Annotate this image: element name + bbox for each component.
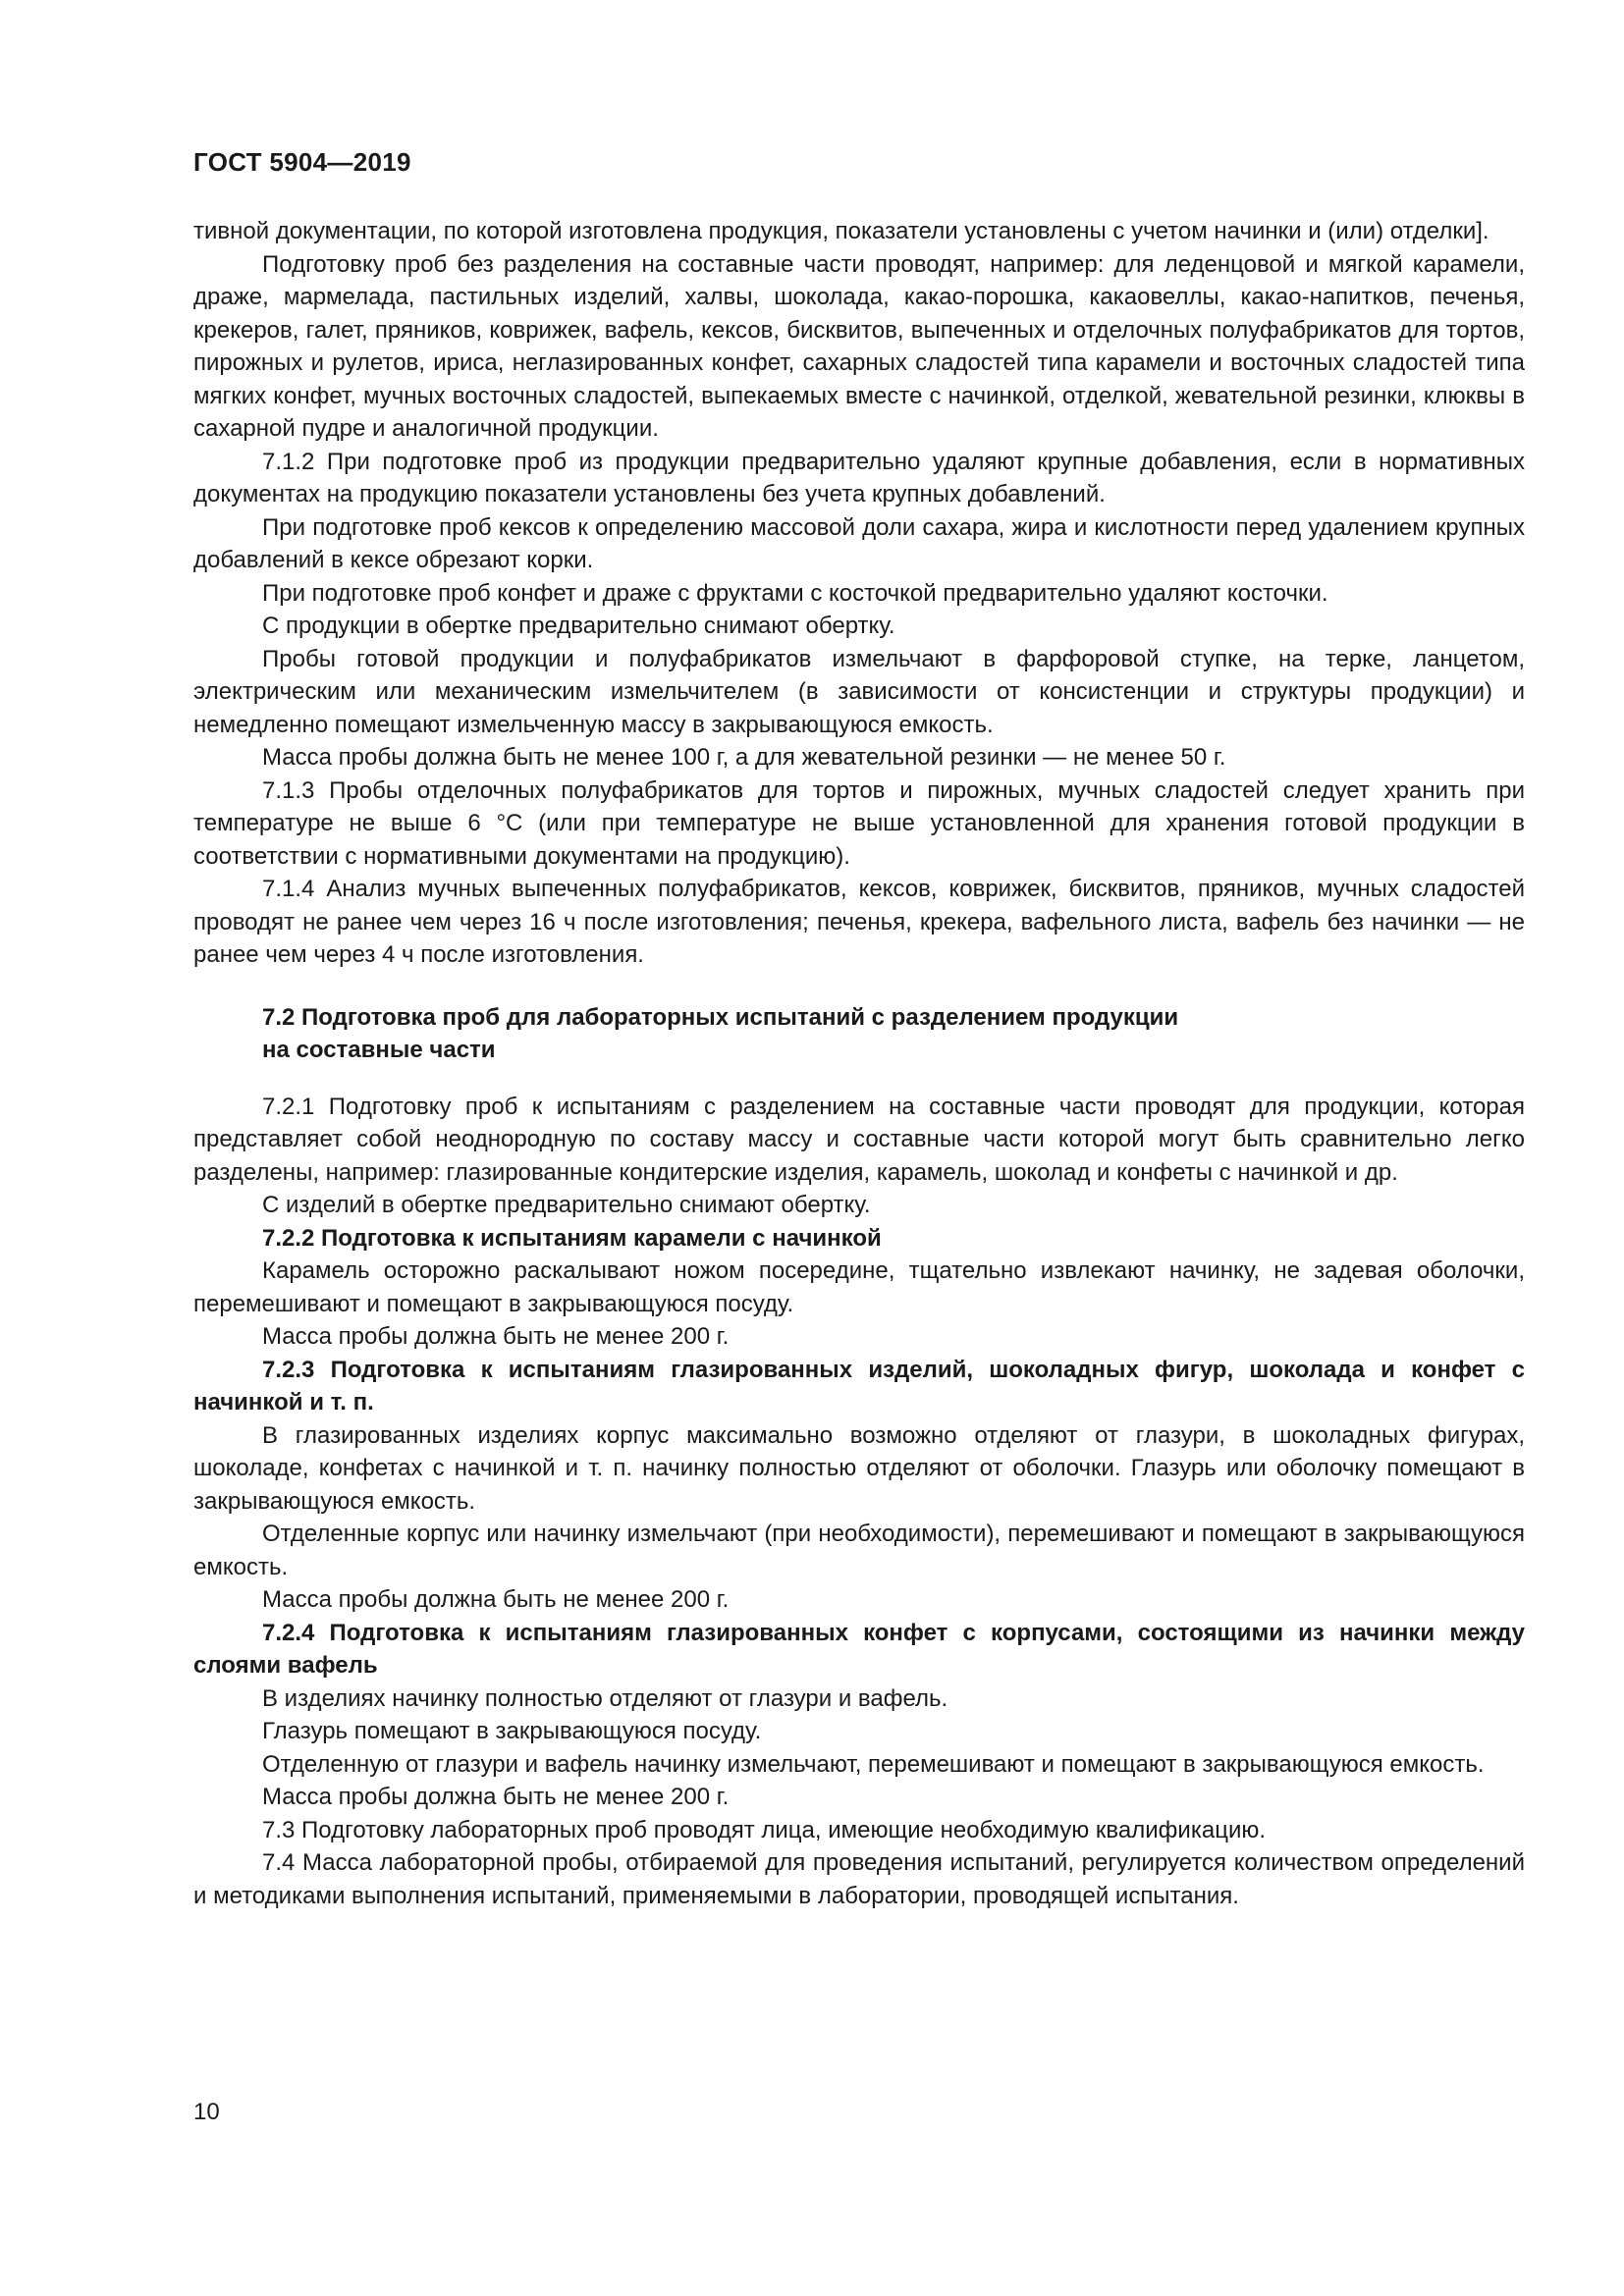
paragraph: тивной документации, по которой изготовлена продукция, показатели установлены с учетом начинки и (или) отделки]. [193,218,1489,244]
paragraph: Подготовку проб без разделения на составные части проводят, например: для леденцовой и мягкой карамели, драже, мармелада, пастильных изделий, халвы, шоколада, какао-порошка, какаовеллы, какао-напитков, печенья, крекеров, галет, пряников, коврижек, вафель, кексов, бисквитов, выпеченных и отделочных полуфабрикатов для тортов, пирожных и рулетов, ириса, неглазированных конфет, сахарных сладостей типа карамели и восточных сладостей типа мягких конфет, мучных восточных сладостей, выпекаемых вместе с начинкой, отделкой, жевательной резинки, клюквы в сахарной пудре и аналогичной продукции. [193,250,1525,442]
paragraph: Масса пробы должна быть не менее 200 г. [262,1586,730,1613]
section-heading-line-1: 7.2 Подготовка проб для лабораторных испытаний с разделением продукции [262,1003,1179,1031]
paragraph: Масса пробы должна быть не менее 100 г, а для жевательной резинки — не менее 50 г. [262,744,1226,771]
paragraph: Глазурь помещают в закрывающуюся посуду. [262,1718,762,1744]
paragraph: 7.1.2 При подготовке проб из продукции предварительно удаляют крупные добавления, если в нормативных документах на продукцию показатели установлены без учета крупных добавлений. [193,448,1525,507]
paragraph: С продукции в обертке предварительно снимают обертку. [262,613,895,639]
paragraph: 7.1.3 Пробы отделочных полуфабрикатов для тортов и пирожных, мучных сладостей следует хранить при температуре не выше 6 °С (или при температуре не выше установленной для хранения готовой продукции в соответствии с нормативными документами на продукцию). [193,776,1525,870]
paragraphs-section-7-1 [193,215,1525,972]
paragraph: Карамель осторожно раскалывают ножом посередине, тщательно извлекают начинку, не задевая оболочки, перемешивают и помещают в закрывающуюся посуду. [193,1257,1525,1317]
document-page [193,147,1525,1912]
document-header-title: ГОСТ 5904—2019 [193,147,411,177]
paragraph: С изделий в обертке предварительно снимают обертку. [262,1192,871,1218]
section-heading-line-2: на составные части [262,1037,496,1063]
subsection-heading: 7.2.2 Подготовка к испытаниям карамели с начинкой [262,1224,882,1252]
subsection-heading: 7.2.4 Подготовка к испытаниям глазированных конфет с корпусами, состоящими из начинки между слоями вафель [193,1619,1525,1679]
paragraph: При подготовке проб конфет и драже с фруктами с косточкой предварительно удаляют косточки. [262,579,1328,607]
paragraph: В изделиях начинку полностью отделяют от глазури и вафель. [262,1684,948,1712]
paragraph: При подготовке проб кексов к определению массовой доли сахара, жира и кислотности перед удалением крупных добавлений в кексе обрезают корки. [193,513,1525,573]
paragraphs-section-7-2 [193,1091,1525,1913]
paragraph: 7.1.4 Анализ мучных выпеченных полуфабрикатов, кексов, коврижек, бисквитов, пряников, мучных сладостей проводят не ранее чем через 16 ч после изготовления; печенья, крекера, вафельного листа, вафель без начинки — не ранее чем через 4 ч после изготовления. [193,876,1525,968]
paragraph: Отделенную от глазури и вафель начинку измельчают, перемешивают и помещают в закрывающуюся емкость. [262,1750,1485,1778]
paragraph: Отделенные корпус или начинку измельчают (при необходимости), перемешивают и помещают в закрывающуюся емкость. [193,1521,1525,1580]
section-heading-7-2 [262,1001,1525,1067]
page-number: 10 [193,2099,220,2125]
paragraph: В глазированных изделиях корпус максимально возможно отделяют от глазури, в шоколадных фигурах, шоколаде, конфетах с начинкой и т. п. начинку полностью отделяют от оболочки. Глазурь или оболочку помещают в закрывающуюся емкость. [193,1421,1525,1515]
paragraph: 7.2.1 Подготовку проб к испытаниям с разделением на составные части проводят для продукции, которая представляет собой неоднородную по составу массу и составные части которой могут быть сравнительно легко разделены, например: глазированные кондитерские изделия, карамель, шоколад и конфеты с начинкой и др. [193,1093,1525,1186]
subsection-heading: 7.2.3 Подготовка к испытаниям глазированных изделий, шоколадных фигур, шоколада и конфет с начинкой и т. п. [193,1356,1525,1415]
paragraph: 7.4 Масса лабораторной пробы, отбираемой для проведения испытаний, регулируется количеством определений и методиками выполнения испытаний, применяемыми в лаборатории, проводящей испытания. [193,1849,1525,1909]
paragraph: Масса пробы должна быть не менее 200 г. [262,1323,730,1350]
paragraph: Пробы готовой продукции и полуфабрикатов измельчают в фарфоровой ступке, на терке, ланцетом, электрическим или механическим измельчителем (в зависимости от консистенции и структуры продукции) и немедленно помещают измельченную массу в закрывающуюся емкость. [193,645,1525,738]
paragraph: 7.3 Подготовку лабораторных проб проводят лица, имеющие необходимую квалификацию. [262,1816,1267,1843]
document-body [193,215,1525,1912]
paragraph: Масса пробы должна быть не менее 200 г. [262,1784,730,1810]
